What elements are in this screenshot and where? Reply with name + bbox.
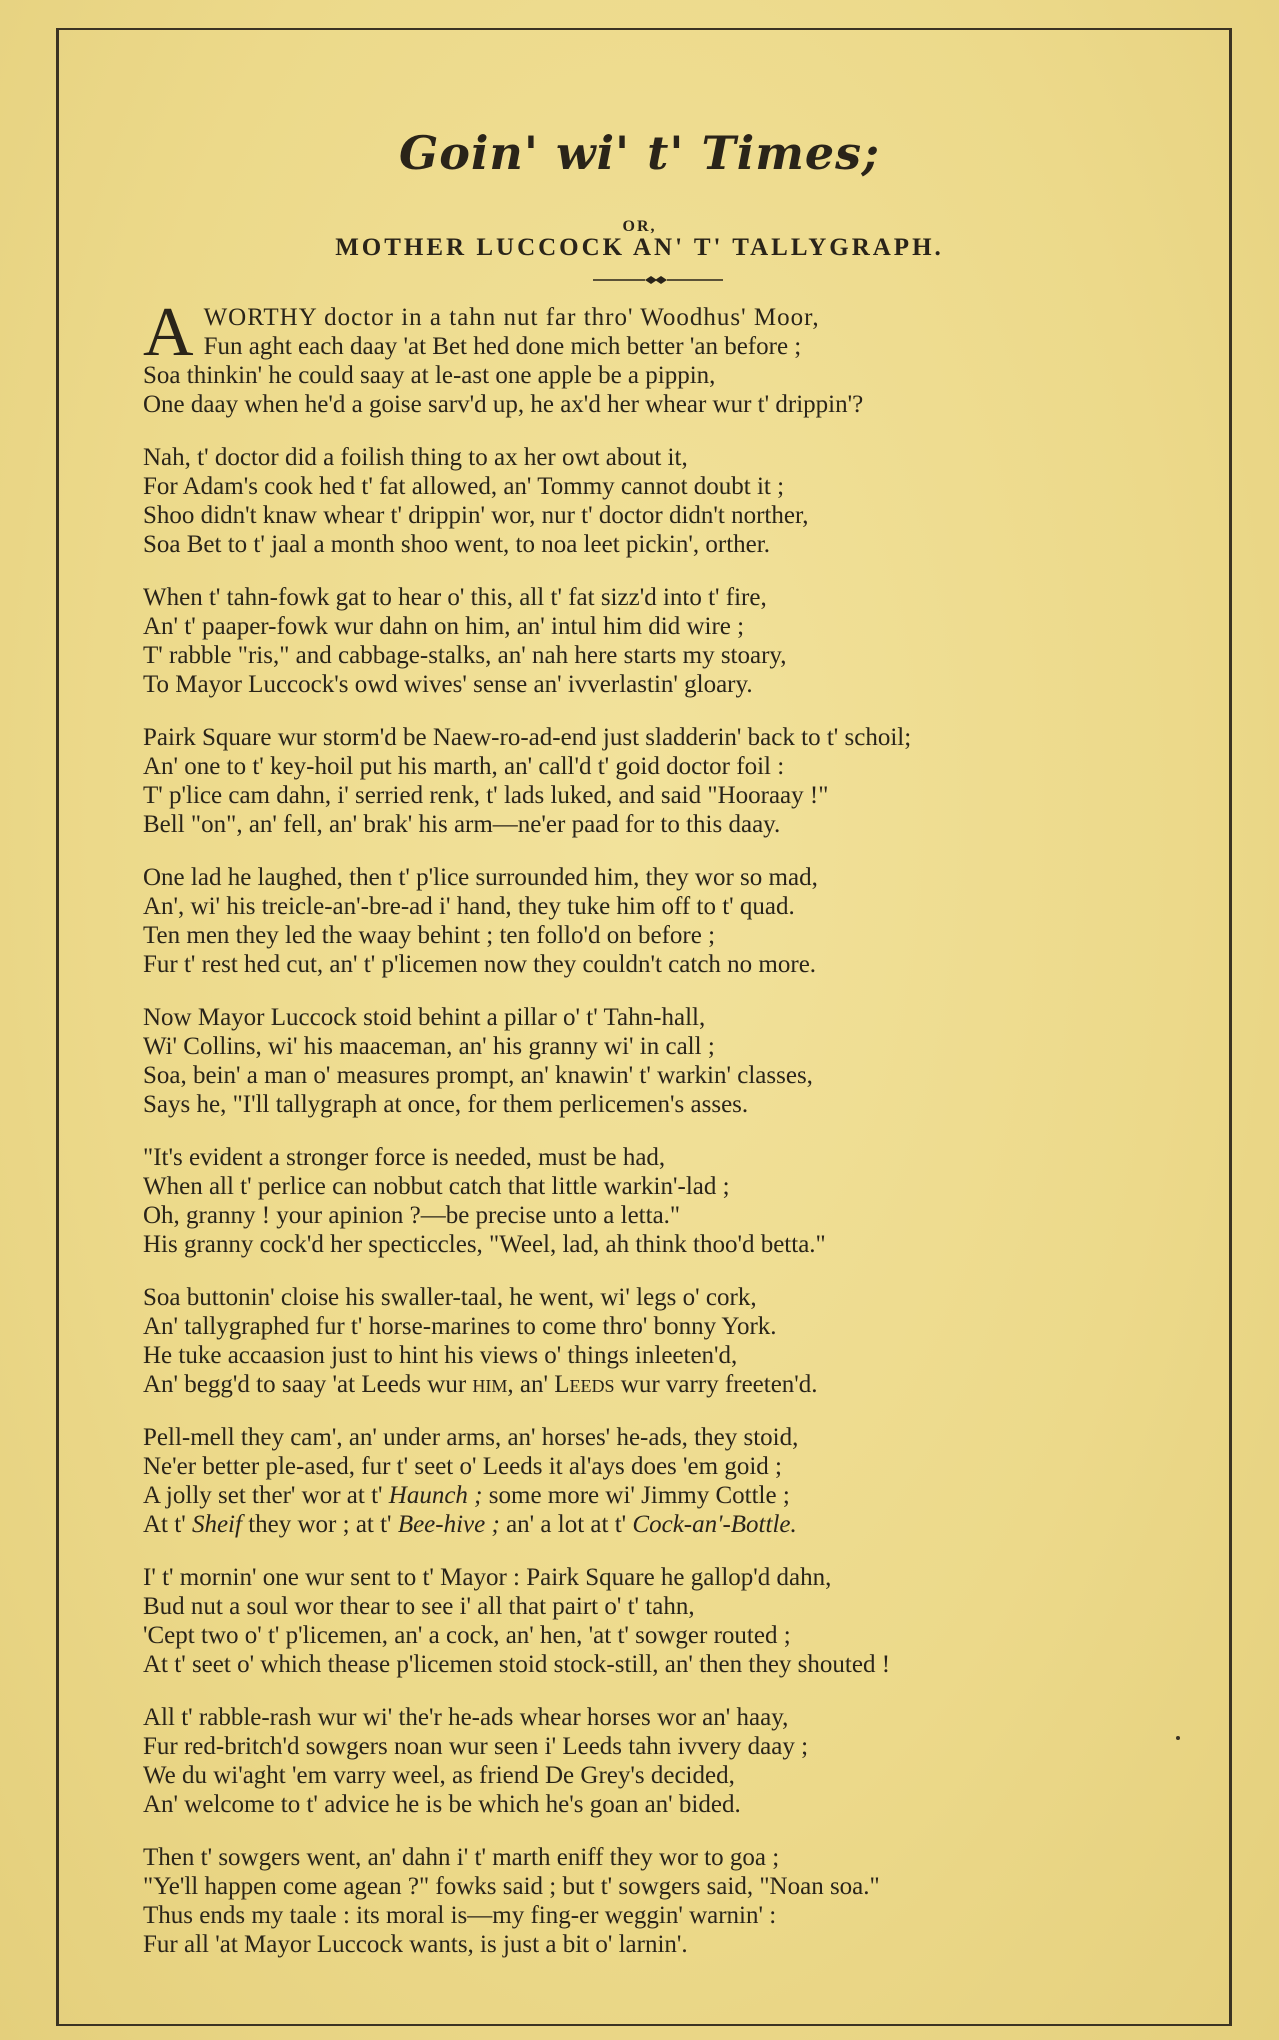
verse-line: Bud nut a soul wor thear to see i' all that pairt o' t' tahn, bbox=[143, 1593, 695, 1620]
verse-line: Soa, bein' a man o' measures prompt, an' knawin' t' warkin' classes, bbox=[143, 1062, 813, 1089]
verse-line: Fur t' rest hed cut, an' t' p'licemen now they couldn't catch no more. bbox=[143, 951, 817, 978]
verse-line: WORTHY doctor in a tahn nut far thro' Woodhus' Moor, bbox=[203, 304, 820, 331]
small-caps-word: him bbox=[472, 1371, 508, 1398]
verse-line: 'Cept two o' t' p'licemen, an' a cock, an' hen, 'at t' sowger routed ; bbox=[143, 1622, 791, 1649]
verse-line: An', wi' his treicle-an'-bre-ad i' hand, they tuke him off to t' quad. bbox=[143, 893, 795, 920]
verse-line bbox=[143, 1481, 1223, 1510]
poem-title: Goin' wi' t' Times; bbox=[398, 126, 881, 180]
verse-line: When t' tahn-fowk gat to hear o' this, all t' fat sizz'd into t' fire, bbox=[143, 584, 767, 611]
ornament-divider-icon bbox=[593, 270, 723, 290]
stanza-11 bbox=[143, 1703, 1223, 1819]
verse-line: Soa buttonin' cloise his swaller-taal, he went, wi' legs o' cork, bbox=[143, 1284, 757, 1311]
verse-line: At t' seet o' which thease p'licemen stoid stock-still, an' then they shouted ! bbox=[143, 1651, 891, 1678]
italic-name: Cock-an'-Bottle. bbox=[632, 1511, 797, 1538]
or-connector: OR, bbox=[622, 218, 657, 235]
verse-line: One daay when he'd a goise sarv'd up, he ax'd her whear wur t' drippin'? bbox=[143, 391, 864, 418]
stanza-4 bbox=[143, 723, 1223, 839]
stanza-7 bbox=[143, 1143, 1223, 1259]
verse-fragment: they wor ; at t' bbox=[241, 1511, 398, 1538]
small-caps-word: Leeds bbox=[554, 1371, 615, 1398]
verse-line: All t' rabble-rash wur wi' the'r he-ads whear horses wor an' haay, bbox=[143, 1704, 789, 1731]
verse-line: An' t' paaper-fowk wur dahn on him, an' intul him did wire ; bbox=[143, 613, 745, 640]
stanza-12 bbox=[143, 1843, 1223, 1959]
verse-line: Wi' Collins, wi' his maaceman, an' his granny wi' in call ; bbox=[143, 1033, 715, 1060]
verse-line: Thus ends my taale : its moral is—my fing-er weggin' warnin' : bbox=[143, 1902, 777, 1929]
verse-fragment: At t' bbox=[143, 1511, 192, 1538]
verse-line: Soa Bet to t' jaal a month shoo went, to noa leet pickin', orther. bbox=[143, 531, 770, 558]
verse-line: Fur red-britch'd sowgers noan wur seen i' Leeds tahn ivvery daay ; bbox=[143, 1733, 809, 1760]
verse-line: "Ye'll happen come agean ?" fowks said ; but t' sowgers said, "Noan soa." bbox=[143, 1873, 880, 1900]
verse-line: One lad he laughed, then t' p'lice surrounded him, they wor so mad, bbox=[143, 864, 818, 891]
verse-line: When all t' perlice can nobbut catch that little warkin'-lad ; bbox=[143, 1173, 730, 1200]
verse-line: "It's evident a stronger force is needed, must be had, bbox=[143, 1144, 666, 1171]
verse-line: An' tallygraphed fur t' horse-marines to come thro' bonny York. bbox=[143, 1313, 777, 1340]
verse-line: Shoo didn't knaw whear t' drippin' wor, nur t' doctor didn't norther, bbox=[143, 502, 809, 529]
verse-line: Ne'er better ple-ased, fur t' seet o' Leeds it al'ays does 'em goid ; bbox=[143, 1453, 782, 1480]
verse-line: We du wi'aght 'em varry weel, as friend De Grey's decided, bbox=[143, 1762, 735, 1789]
verse-fragment: an' a lot at t' bbox=[499, 1511, 633, 1538]
verse-line: For Adam's cook hed t' fat allowed, an' Tommy cannot doubt it ; bbox=[143, 473, 785, 500]
stanza-2 bbox=[143, 443, 1223, 559]
verse-line bbox=[143, 1370, 1223, 1399]
verse-line: An' welcome to t' advice he is be which he's goan an' bided. bbox=[143, 1791, 741, 1818]
italic-name: Bee-hive ; bbox=[397, 1511, 500, 1538]
verse-line: Pell-mell they cam', an' under arms, an' horses' he-ads, they stoid, bbox=[143, 1424, 799, 1451]
verse-line: Pairk Square wur storm'd be Naew-ro-ad-end just sladderin' back to t' schoil; bbox=[143, 724, 912, 751]
stanza-6 bbox=[143, 1003, 1223, 1119]
stanza-10 bbox=[143, 1563, 1223, 1679]
poem-body bbox=[143, 294, 1223, 1983]
poem-subtitle: MOTHER LUCCOCK AN' T' TALLYGRAPH. bbox=[335, 234, 944, 261]
verse-line: Then t' sowgers went, an' dahn i' t' marth eniff they wor to goa ; bbox=[143, 1844, 780, 1871]
verse-line: To Mayor Luccock's owd wives' sense an' ivverlastin' gloary. bbox=[143, 671, 753, 698]
verse-line: T' p'lice cam dahn, i' serried renk, t' lads luked, and said "Hooraay !" bbox=[143, 782, 829, 809]
verse-line: Nah, t' doctor did a foilish thing to ax her owt about it, bbox=[143, 444, 688, 471]
verse-line: Oh, granny ! your apinion ?—be precise unto a letta." bbox=[143, 1202, 681, 1229]
verse-line: T' rabble "ris," and cabbage-stalks, an' nah here starts my stoary, bbox=[143, 642, 787, 669]
verse-fragment: , an' bbox=[507, 1371, 555, 1398]
verse-line: He tuke accaasion just to hint his views o' things inleeten'd, bbox=[143, 1342, 738, 1369]
stanza-8 bbox=[143, 1283, 1223, 1399]
verse-line: Fur all 'at Mayor Luccock wants, is just a bit o' larnin'. bbox=[143, 1931, 688, 1958]
verse-line: An' one to t' key-hoil put his marth, an' call'd t' goid doctor foil : bbox=[143, 753, 785, 780]
verse-line: Ten men they led the waay behint ; ten follo'd on before ; bbox=[143, 922, 716, 949]
verse-line: Soa thinkin' he could saay at le-ast one apple be a pippin, bbox=[143, 362, 716, 389]
verse-line: I' t' mornin' one wur sent to t' Mayor : Pairk Square he gallop'd dahn, bbox=[143, 1564, 832, 1591]
drop-cap: A bbox=[143, 294, 194, 371]
stanza-1 bbox=[143, 294, 1223, 419]
verse-line bbox=[143, 1510, 1223, 1539]
stanza-3 bbox=[143, 583, 1223, 699]
verse-fragment: some more wi' Jimmy Cottle ; bbox=[482, 1482, 790, 1509]
print-speck bbox=[1176, 1736, 1180, 1740]
stanza-5 bbox=[143, 863, 1223, 979]
italic-name: Sheif bbox=[191, 1511, 242, 1538]
verse-fragment: A jolly set ther' wor at t' bbox=[143, 1482, 389, 1509]
italic-name: Haunch ; bbox=[388, 1482, 483, 1509]
stanza-9 bbox=[143, 1423, 1223, 1539]
verse-fragment: An' begg'd to saay 'at Leeds wur bbox=[143, 1371, 473, 1398]
verse-line: Fun aght each daay 'at Bet hed done mich better 'an before ; bbox=[203, 333, 802, 360]
verse-line: His granny cock'd her specticcles, "Weel, lad, ah think thoo'd betta." bbox=[143, 1231, 826, 1258]
verse-fragment: wur varry freeten'd. bbox=[614, 1371, 818, 1398]
verse-line: Bell "on", an' fell, an' brak' his arm—ne'er paad for to this daay. bbox=[143, 811, 781, 838]
verse-line: Now Mayor Luccock stoid behint a pillar o' t' Tahn-hall, bbox=[143, 1004, 706, 1031]
verse-line: Says he, "I'll tallygraph at once, for them perlicemen's asses. bbox=[143, 1091, 749, 1118]
